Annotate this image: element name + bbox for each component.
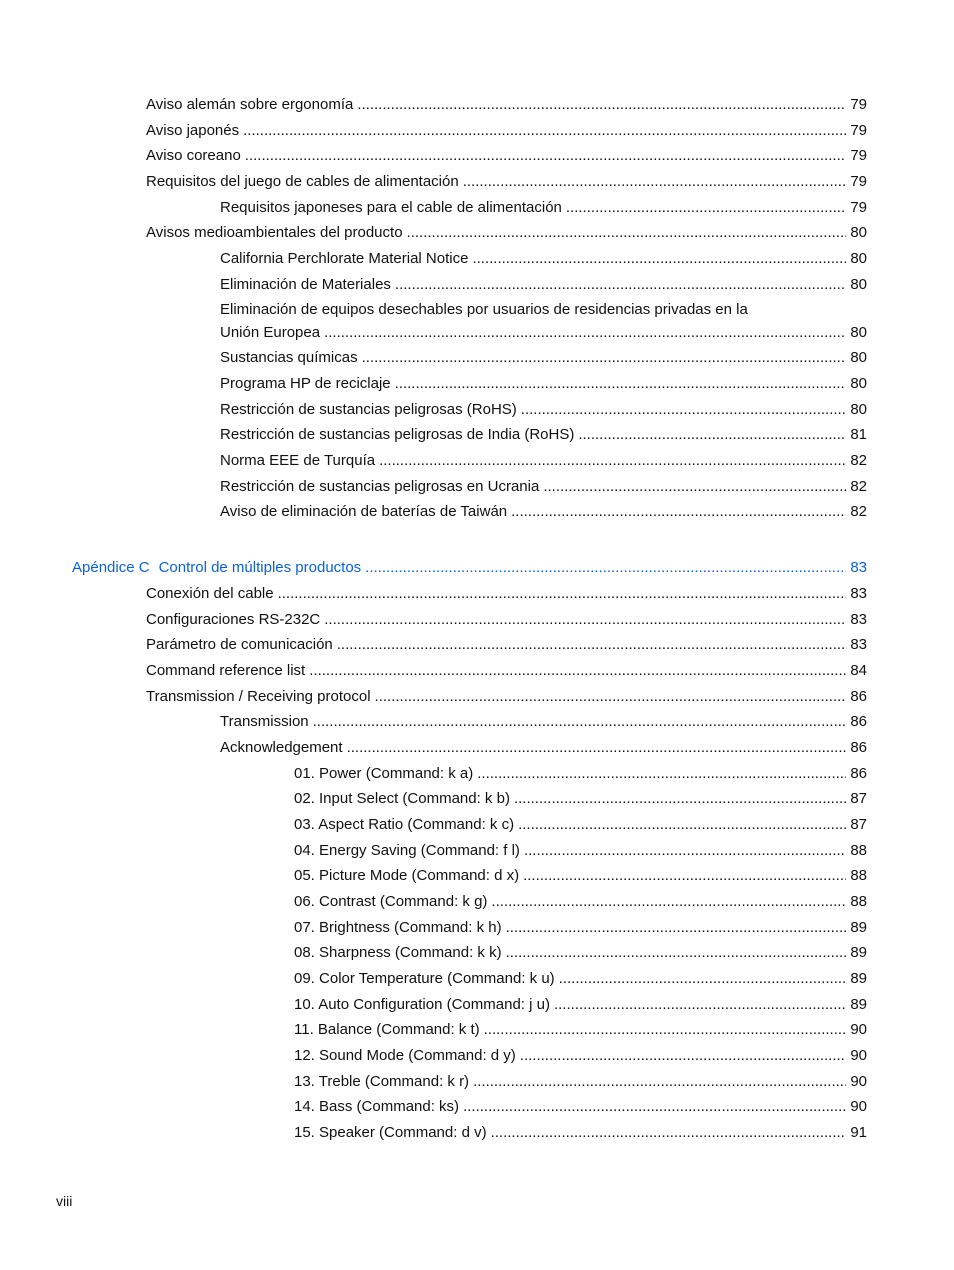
dot-leader [506,919,847,937]
toc-entry[interactable] [220,199,867,217]
toc-page-number: 89 [850,996,867,1013]
toc-entry-label: 15. Speaker (Command: d v) [294,1124,487,1141]
toc-page-number: 89 [850,919,867,936]
toc-entry-label-continued: Unión Europea [220,324,321,341]
toc-entry-label: 10. Auto Configuration (Command: j u) [294,996,550,1013]
toc-entry[interactable] [146,636,867,654]
toc-page-number: 81 [850,426,867,443]
dot-leader [520,1047,847,1065]
dot-leader [407,224,847,242]
toc-entry-label: 02. Input Select (Command: k b) [294,790,510,807]
toc-entry[interactable] [146,662,867,680]
toc-entry-label: Restricción de sustancias peligrosas en Ucrania [220,478,540,495]
toc-entry[interactable] [146,122,867,140]
dot-leader [566,199,846,217]
toc-page-number: 82 [850,503,867,520]
toc-entry-label: Transmission [220,713,309,730]
toc-entry[interactable] [294,867,867,885]
toc-page-number: 86 [850,713,867,730]
toc-page-number: 87 [850,816,867,833]
dot-leader [524,842,846,860]
dot-leader [375,688,847,706]
toc-entry-label: Aviso de eliminación de baterías de Taiwán [220,503,508,520]
toc-entry[interactable] [220,452,867,470]
toc-entry-label: Aviso japonés [146,122,240,139]
toc-page-number: 80 [850,349,867,366]
toc-page-number: 83 [850,611,867,628]
dot-leader [362,349,847,367]
dot-leader [477,765,846,783]
toc-entry[interactable] [220,276,867,294]
toc-entry-label: Sustancias químicas [220,349,358,366]
dot-leader [554,996,846,1014]
toc-entry-label: Requisitos japoneses para el cable de alimentación [220,199,562,216]
toc-page-number: 90 [850,1021,867,1038]
toc-entry[interactable] [294,1021,867,1039]
toc-page-number: 87 [850,790,867,807]
toc-entry-label: Parámetro de comunicación [146,636,333,653]
toc-page-number: 80 [850,224,867,241]
toc-entry[interactable] [294,944,867,962]
toc-page-number: 84 [850,662,867,679]
dot-leader [514,790,846,808]
toc-entry[interactable] [294,842,867,860]
toc-page-number: 80 [850,276,867,293]
dot-leader [309,662,846,680]
dot-leader [521,401,847,419]
toc-entry[interactable] [146,611,867,629]
toc-entry-label: Requisitos del juego de cables de alimentación [146,173,459,190]
toc-page-number: 79 [850,173,867,190]
toc-page-number: 89 [850,944,867,961]
toc-page-number: 83 [850,585,867,602]
toc-page-number: 79 [850,147,867,164]
toc-entry[interactable] [294,1047,867,1065]
toc-page-number: 88 [850,893,867,910]
toc-entry[interactable] [220,401,867,419]
toc-page-number: 83 [850,559,867,576]
dot-leader [365,559,846,577]
toc-entry[interactable] [220,426,867,444]
dot-leader [347,739,847,757]
toc-entry[interactable] [146,96,867,114]
toc-entry-label: 11. Balance (Command: k t) [294,1021,480,1038]
dot-leader [559,970,847,988]
toc-entry-label: California Perchlorate Material Notice [220,250,469,267]
toc-page-number: 90 [850,1073,867,1090]
toc-entry[interactable] [220,478,867,496]
toc-entry-label: Eliminación de Materiales [220,276,391,293]
toc-entry-label: Restricción de sustancias peligrosas de India (RoHS) [220,426,575,443]
dot-leader [324,324,846,342]
toc-entry[interactable] [294,765,867,783]
toc-entry-label: 12. Sound Mode (Command: d y) [294,1047,516,1064]
toc-entry-label: Transmission / Receiving protocol [146,688,371,705]
toc-entry-label: Configuraciones RS-232C [146,611,321,628]
toc-entry[interactable] [294,816,867,834]
toc-page-number: 82 [850,478,867,495]
dot-leader [491,893,846,911]
appendix-number: Apéndice C [72,559,150,576]
toc-entry-label: 13. Treble (Command: k r) [294,1073,470,1090]
toc-entry-label: Aviso coreano [146,147,241,164]
toc-entry[interactable] [220,349,867,367]
toc-entry[interactable] [294,1098,867,1116]
toc-entry[interactable] [146,147,867,165]
toc-entry-label: Command reference list [146,662,306,679]
toc-page-number: 89 [850,970,867,987]
toc-entry[interactable] [146,688,867,706]
dot-leader [324,611,846,629]
toc-entry-label: Aviso alemán sobre ergonomía [146,96,354,113]
toc-entry-label: 03. Aspect Ratio (Command: k c) [294,816,515,833]
toc-page-number: 91 [850,1124,867,1141]
toc-entry-label: Restricción de sustancias peligrosas (RoHS) [220,401,517,418]
toc-page-number: 86 [850,688,867,705]
toc-entry[interactable] [220,250,867,268]
toc-entry-label: 06. Contrast (Command: k g) [294,893,488,910]
dot-leader [511,503,846,521]
dot-leader [313,713,847,731]
toc-entry[interactable] [220,739,867,757]
toc-entry-label: Conexión del cable [146,585,274,602]
toc-entry[interactable] [294,893,867,911]
toc-entry-label: 09. Color Temperature (Command: k u) [294,970,555,987]
dot-leader [473,1073,846,1091]
dot-leader [506,944,847,962]
dot-leader [543,478,846,496]
dot-leader [518,816,846,834]
dot-leader [278,585,847,603]
toc-entry-label: Eliminación de equipos desechables por usuarios de residencias privadas en la [220,301,748,318]
toc-page-number: 83 [850,636,867,653]
toc-page-number: 90 [850,1047,867,1064]
dot-leader [379,452,846,470]
dot-leader [472,250,846,268]
appendix-title: Control de múltiples productos [158,559,362,576]
toc-entry-label: Norma EEE de Turquía [220,452,376,469]
dot-leader [523,867,846,885]
toc-entry-label: 14. Bass (Command: ks) [294,1098,460,1115]
dot-leader [337,636,847,654]
toc-entry[interactable] [294,996,867,1014]
dot-leader [491,1124,847,1142]
dot-leader [578,426,846,444]
toc-entry-label: 05. Picture Mode (Command: d x) [294,867,520,884]
page-number-footer: viii [56,1193,73,1209]
toc-page-number: 80 [850,401,867,418]
toc-entry[interactable] [220,503,867,521]
toc-entry[interactable] [146,585,867,603]
toc-page-number: 79 [850,199,867,216]
dot-leader [395,375,847,393]
toc-entry[interactable] [294,919,867,937]
dot-leader [463,1098,846,1116]
toc-page-number: 88 [850,867,867,884]
toc-page-number: 80 [850,250,867,267]
dot-leader [357,96,846,114]
dot-leader [395,276,846,294]
dot-leader [245,147,847,165]
toc-page-number: 86 [850,739,867,756]
toc-page-number: 79 [850,122,867,139]
toc-page-number: 88 [850,842,867,859]
toc-entry[interactable] [220,713,867,731]
toc-entry[interactable] [146,173,867,191]
toc-entry[interactable] [220,301,867,342]
toc-entry[interactable] [294,790,867,808]
toc-entry-label: Acknowledgement [220,739,343,756]
dot-leader [484,1021,847,1039]
toc-entry[interactable] [294,1124,867,1142]
toc-entry-label: 04. Energy Saving (Command: f l) [294,842,520,859]
toc-entry[interactable] [146,224,867,242]
toc-page-number: 80 [850,324,867,341]
toc-entry[interactable] [220,375,867,393]
toc-entry-label: 07. Brightness (Command: k h) [294,919,502,936]
toc-entry-label: 08. Sharpness (Command: k k) [294,944,502,961]
toc-page-number: 79 [850,96,867,113]
toc-appendix-link[interactable] [72,559,867,577]
toc-entry[interactable] [294,970,867,988]
toc-page-number: 80 [850,375,867,392]
toc-page-number: 86 [850,765,867,782]
dot-leader [243,122,846,140]
toc-page-number: 82 [850,452,867,469]
toc-entry[interactable] [294,1073,867,1091]
toc-entry-label: Programa HP de reciclaje [220,375,391,392]
dot-leader [463,173,847,191]
toc-page-number: 90 [850,1098,867,1115]
toc-entry-label: Avisos medioambientales del producto [146,224,403,241]
toc-entry-label: 01. Power (Command: k a) [294,765,474,782]
